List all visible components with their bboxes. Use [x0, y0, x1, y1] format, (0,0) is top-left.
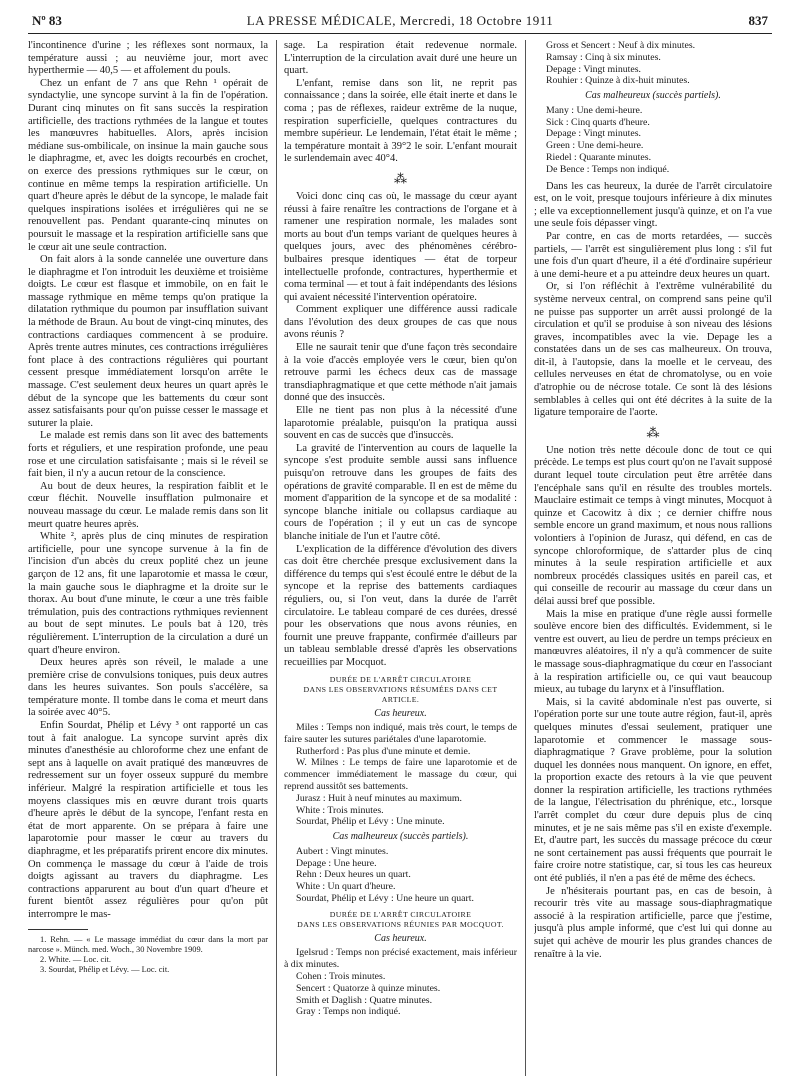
table-entry: Sick : Cinq quarts d'heure.: [546, 116, 650, 128]
footnote-rule: [28, 929, 88, 930]
table-entry: Depage : Vingt minutes.: [546, 128, 642, 140]
table-section-heading: Cas malheureux (succès partiels).: [585, 90, 721, 102]
table-entry: Sourdat, Phélip et Lévy : Une heure un quart.: [296, 893, 474, 905]
paragraph: Or, si l'on réfléchit à l'extrême vulnérabilité du système nerveux central, on comprend sans peine qu'il ne puisse pas supporter un arrêt aussi prolongé de la circulation et qu'il se produise à son niveau des lésions graves, incompatibles avec la vie. Depage les a constatées dans un de ses cas malheureux. On trouva, dit-il, à l'autopsie, dans la moelle et le cerveau, des cellules nerveuses en état de chromatolyse, ou en voie d'atrophie ou de nécrose totale. Ce sont là des lésions semblables à celles qui ont été décrites à la suite de la ligature temporaire de l'aorte.: [534, 281, 772, 419]
page-number: 837: [748, 13, 768, 28]
table-entry: Ramsay : Cinq à six minutes.: [546, 51, 661, 63]
table-entry: W. Milnes : Le temps de faire une laparotomie et de commencer immédiatement le massage du cœur, qui reprend aussitôt ses battements.: [284, 757, 517, 793]
paragraph: La gravité de l'intervention au cours de laquelle la syncope s'est produite semble aussi sans influence puisqu'on retrouve dans les groupes de faits des opérations de gravité comparable. Il en est de même du moment d'apparition de la syncope et de sa modalité : syncope blanche initiale ou collapsus cardiaque au cours de l'opération ; il y eut un cas de syncope blanche initiale de l'un et l'autre côté.: [284, 442, 517, 542]
table-entry: Smith et Daglish : Quatre minutes.: [296, 994, 433, 1006]
footnote-3: 3. Sourdat, Phélip et Lévy. — Loc. cit.: [40, 964, 170, 974]
table-entry: White : Trois minutes.: [296, 804, 384, 816]
section-separator: ⁂: [394, 170, 407, 186]
paragraph: l'incontinence d'urine ; les réflexes sont normaux, la température aussi ; au neuvième jour, mort avec hyperthermie — 40,5 — et affolement du pouls.: [28, 40, 268, 77]
paragraph: Elle ne saurait tenir que d'une façon très secondaire à la voie d'accès employée vers le cœur, bien qu'on retrouve parmi les échecs deux cas de massage transdiaphragmatique et que cette méthode n'ait jamais donné que des insuccès.: [284, 342, 517, 404]
paragraph: Je n'hésiterais pourtant pas, en cas de besoin, à recourir très vite au massage sous-diaphragmatique associé à la respiration artificielle, parce que j'estime, jusqu'à plus ample informé, que c'est lui qui donne au sujet qui achève de mourir les plus grandes chances de renaître à la vie.: [534, 885, 772, 960]
table-entry: Igelsrud : Temps non précisé exactement, mais inférieur à dix minutes.: [284, 947, 517, 971]
paragraph: Comment expliquer une différence aussi radicale dans l'évolution des deux groupes de cas que nous avons réunis ?: [284, 304, 517, 341]
paragraph: sage. La respiration était redevenue normale. L'interruption de la circulation avait duré une heure un quart.: [284, 40, 517, 77]
table-entry: Gray : Temps non indiqué.: [296, 1006, 401, 1018]
table-section-heading: Cas heureux.: [374, 707, 427, 719]
paragraph: Chez un enfant de 7 ans que Rehn ¹ opérait de syndactylie, une syncope survint à la fin de l'opération. Durant cinq minutes on fit sans succès la respiration artificielle, des tractions rythmées de la langue et toutes les manœuvres habituelles. Alors, après incision médiane sus-ombilicale, on insinue la main gauche sous le diaphragme, et, avec les doigts recourbés en crochet, on exerce des pressions rythmiques sur le cœur, on continue en même temps la respiration artificielle. Un quart d'heure après le début de la syncope, le malade fait quelques inspirations isolées et irrégulières qui ne se renouvellent pas. Pendant quarante-cinq minutes on poursuit le massage et la respiration artificielle sans que le cœur ait une seule contraction.: [28, 77, 268, 253]
table-entry: Depage : Vingt minutes.: [546, 63, 642, 75]
table-title: DURÉE DE L'ARRÊT CIRCULATOIRE: [329, 909, 472, 919]
table-entry: Many : Une demi-heure.: [546, 104, 643, 116]
paragraph: Le malade est remis dans son lit avec des battements forts et réguliers, et une respiration profonde, une peau rose et une circulation satisfaisante ; mais si le réveil se fait bien, il n'y a aucun retour de la conscience.: [28, 430, 268, 480]
table-entry: Green : Une demi-heure.: [546, 140, 644, 152]
paragraph: Elle ne tient pas non plus à la nécessité d'une laparotomie préalable, puisqu'on la pratiqua aussi souvent en cas de succès que d'insuccès.: [284, 405, 517, 442]
table-subtitle: DANS LES OBSERVATIONS RÉSUMÉES DANS CET ARTICLE.: [303, 684, 498, 704]
column-3: [534, 40, 772, 1076]
table-entry: Rutherford : Pas plus d'une minute et demie.: [296, 745, 471, 757]
paragraph: On fait alors à la sonde cannelée une ouverture dans le diaphragme et l'on introduit les deuxième et troisième doigts. Le cœur est flasque et immobile, on en fait le massage rythmique en même temps qu'on pratique la dilatation rythmique du poumon par insufflation suivant la méthode de Braun. Au bout de vingt-cinq minutes, des contractions cardiaques commencent à se produire. Après trente autres minutes, ces contractions irrégulières font place à des contractions régulières qui pourtant cessent presque immédiatement lorsqu'on arrête le massage. C'est seulement deux heures un quart après le début de la syncope que les battements du cœur sont assez satisfaisants pour qu'on puisse cesser le massage et suturer la plaie.: [28, 254, 268, 429]
column-2: [284, 40, 517, 1076]
paragraph: White ², après plus de cinq minutes de respiration artificielle, pour une syncope survenue à la fin de l'incision d'un abcès du creux poplité chez un jeune garçon de 12 ans, fit une laparotomie et massa le cœur, la main gauche sous le diaphragme et la droite sur le thorax. Au bout d'une minute, le cœur a une très faible trémulation, puis des contractions rythmiques reviennent au bout de sept minutes. Le pouls bat à 120, très régulièrement. L'interruption de la circulation a duré un quart d'heure environ.: [28, 531, 268, 656]
column-divider: [276, 40, 277, 1076]
table-entry: Sourdat, Phélip et Lévy : Une minute.: [296, 816, 445, 828]
table-entry: Aubert : Vingt minutes.: [296, 845, 389, 857]
paragraph: Dans les cas heureux, la durée de l'arrêt circulatoire est, on le voit, presque toujours inférieure à dix minutes ; elle va exceptionnellement jusqu'à quinze, et on l'a vue une seule fois dépasser vingt.: [534, 180, 772, 230]
table-entry: Jurasz : Huit à neuf minutes au maximum.: [296, 792, 462, 804]
running-header: [28, 10, 772, 34]
paragraph: Une notion très nette découle donc de tout ce qui précède. Le temps est plus court qu'on ne l'avait supposé durant lequel toute circulation peut être arrêtée dans l'encéphale sans qu'il en résulte des troubles mortels. Mauclaire estimait ce temps à vingt minutes, Mocquot à quinze et Cacowitz à dix ; ce dernier chiffre nous semble encore un grand maximum, et nous nous rallions volontiers à l'opinion de Jurasz, qui défend, en cas de syncope chloroformique, de s'attarder plus de cinq minutes à la seule respiration artificielle et aux nombreux procédés classiques usités en pareil cas, et qui conseille de recourir au massage du cœur dans un délai aussi bref que possible.: [534, 444, 772, 607]
paragraph: Par contre, en cas de morts retardées, — succès partiels, — l'arrêt est singulièrement plus long : s'il fut une fois d'un quart d'heure, il a été d'ordinaire supérieur à une demi-heure et a pu atteindre deux heures un quart.: [534, 230, 772, 280]
paragraph: Deux heures après son réveil, le malade a une première crise de convulsions toniques, puis deux autres dans les heures suivantes. Son pouls s'accélère, sa température monte. Il tombe dans le coma et meurt dans la soirée avec 40°5.: [28, 657, 268, 719]
table-entry: Rehn : Deux heures un quart.: [296, 869, 411, 881]
table-section-heading: Cas malheureux (succès partiels).: [332, 831, 469, 843]
table-entry: De Bence : Temps non indiqué.: [546, 163, 670, 175]
table-entry: Rouhier : Quinze à dix-huit minutes.: [546, 75, 690, 87]
table-entry: Sencert : Quatorze à quinze minutes.: [296, 982, 441, 994]
column-1: [28, 40, 268, 1076]
issue-number: Nº 83: [32, 13, 62, 28]
table-section-heading: Cas heureux.: [374, 932, 427, 944]
table-entry: Cohen : Trois minutes.: [296, 971, 386, 983]
paragraph: Enfin Sourdat, Phélip et Lévy ³ ont rapporté un cas tout à fait analogue. La syncope survint après dix minutes d'anesthésie au chloroforme chez une enfant de sept ans à laquelle on avait pratiqué des manœuvres de redressement sur un foyer osseux suppuré du membre inférieur. Malgré la respiration artificielle et tous les moyens classiques mis en œuvre durant trois quarts d'heure après le début de la syncope, l'enfant resta en état de mort apparente. On se prépara à faire une laparotomie pour masser le cœur au travers du diaphragme, et les préparatifs prirent encore dix minutes. On commença le massage du cœur à l'aide de trois doigts agissant au travers du diaphragme. Les contractions apparurent au bout d'un quart d'heure et furent bientôt assez régulières pour qu'on pût interrompre le mas-: [28, 720, 268, 920]
table-entry: Riedel : Quarante minutes.: [546, 151, 652, 163]
table-entry: Gross et Sencert : Neuf à dix minutes.: [546, 40, 696, 51]
footnote-1: 1. Rehn. — « Le massage immédiat du cœur dans la mort par narcose ». Münch. med. Woch., 30 Novembre 1909.: [28, 934, 268, 954]
paragraph: Mais, si la cavité abdominale n'est pas ouverte, si l'opération porte sur une toute autre région, faut-il, après quelques minutes d'essai seulement, pratiquer une laparotomie et commencer le massage sous-diaphragmatique ? Grave problème, pour la solution duquel les données nous manquent. On ignore, en effet, la proportion exacte des retours à la vie que peuvent donner la respiration artificielle, les tractions rythmées de la langue, l'électrisation du phrénique, etc., lorsque l'arrêt complet du cœur dure depuis plus de cinq minutes, et je ne sais même pas s'il en existe d'exemple. Et, d'autre part, les succès du massage précoce du cœur ne sont certainement pas aussi fréquents que pourrait le faire croire notre statistique, car, si tous les cas heureux ont été publiés, il n'en a pas été de même des échecs.: [534, 696, 772, 885]
table-entry: Depage : Une heure.: [296, 857, 377, 869]
paragraph: Mais la mise en pratique d'une règle aussi formelle soulève encore bien des difficultés. Evidemment, si le ventre est ouvert, au lieu de perdre un temps précieux en manœuvres aléatoires, il n'y a qu'à commencer de suite le massage sous-diaphragmatique du cœur en l'associant à la respiration artificielle ou, ce qui vaut beaucoup mieux, au tubage du larynx et à l'insufflation.: [534, 608, 772, 696]
column-divider: [525, 40, 526, 1076]
table-title: DURÉE DE L'ARRÊT CIRCULATOIRE: [329, 674, 472, 684]
section-separator: ⁂: [646, 424, 660, 440]
paragraph: L'enfant, remise dans son lit, ne reprit pas connaissance ; dans la soirée, elle était inerte et dans le coma ; pas de réflexes, raideur extrême de la nuque, respiration superficielle, quelques contractures du membre supérieur. Le lendemain, l'état était le même ; la température montait à 39°2 le soir. L'enfant mourait le surlendemain avec 40°4.: [284, 77, 517, 165]
table-entry: White : Un quart d'heure.: [296, 881, 396, 893]
journal-title-date: LA PRESSE MÉDICALE, Mercredi, 18 Octobre 1911: [246, 13, 554, 28]
footnote-2: 2. White. — Loc. cit.: [40, 954, 112, 964]
paragraph: Au bout de deux heures, la respiration faiblit et le cœur fléchit. Nouvelle insufflation pulmonaire et nouveau massage du cœur. Le malade remis dans son lit meurt quatre heures après.: [28, 480, 268, 530]
table-subtitle: DANS LES OBSERVATIONS RÉUNIES PAR MOCQUOT.: [297, 919, 504, 929]
table-entry: Miles : Temps non indiqué, mais très court, le temps de faire sauter les sutures pariétales d'une laparotomie.: [284, 722, 517, 745]
paragraph: Voici donc cinq cas où, le massage du cœur ayant réussi à faire renaître les contractions de l'organe et à ramener une respiration normale, les malades sont morts au bout d'un temps variant de quelques heures à quelques jours, avec des phénomènes cérébro-bulbaires presque identiques — état de torpeur intellectuelle profonde, contractures, hyperthermie et coma terminal — et tout à fait indépendants des lésions qui avaient nécessité l'intervention opératoire.: [284, 190, 517, 303]
paragraph: L'explication de la différence d'évolution des divers cas doit être cherchée presque exclusivement dans la différence du temps qui s'est écoulé entre le début de la syncope et la reprise des battements cardiaques réguliers, ou, si l'on veut, dans la durée de l'arrêt circulatoire. Le tableau comparé de ces durées, dressé pour les observations que nous avons réunies, en fournit une preuve frappante, confirmée d'ailleurs par un tableau semblable dressé d'après les observations recueillies par Mocquot.: [284, 543, 517, 668]
